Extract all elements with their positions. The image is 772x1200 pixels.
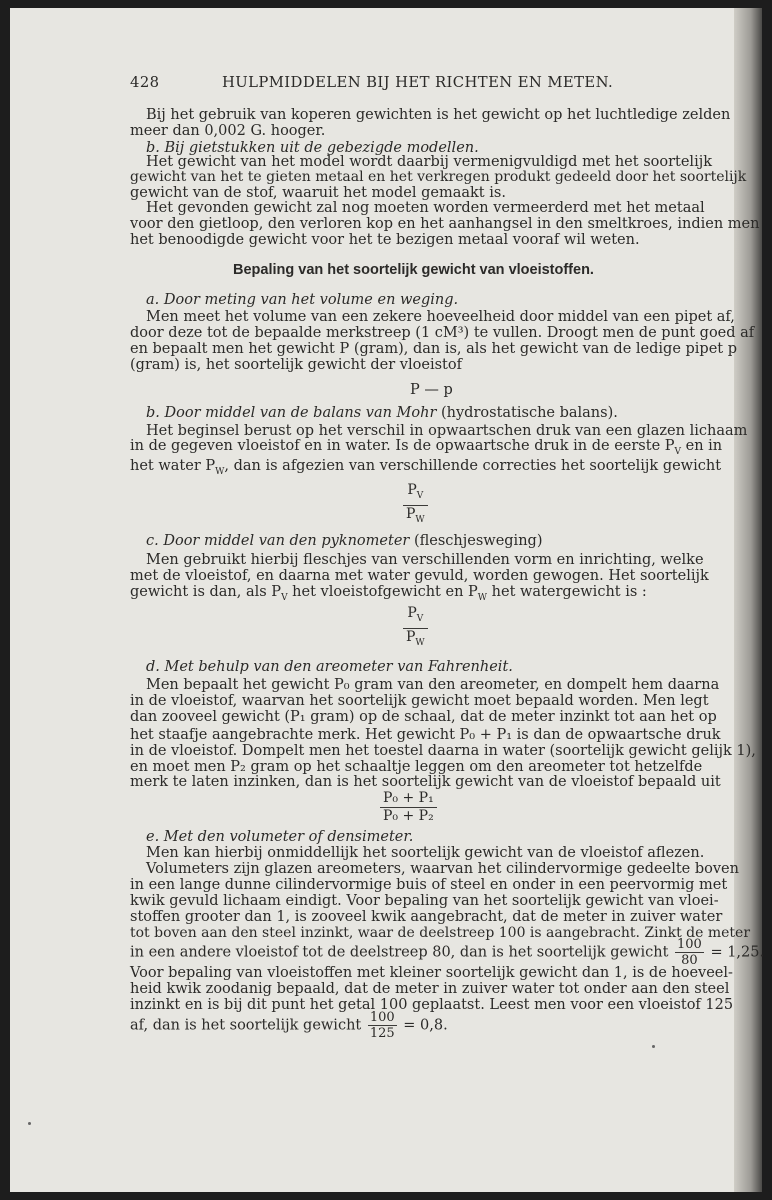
body-line: Het gevonden gewicht zal nog moeten worden vermeerderd met het metaal bbox=[146, 200, 705, 216]
body-line: meer dan 0,002 G. hooger. bbox=[130, 123, 326, 139]
body-line: Bij het gebruik van koperen gewichten is het gewicht op het luchtledige zelden bbox=[146, 107, 731, 123]
body-text: in de gegeven vloeistof en in water. Is de opwaartsche druk in de eerste P bbox=[130, 438, 675, 454]
fraction-d bbox=[380, 790, 437, 825]
running-head: HULPMIDDELEN BIJ HET RICHTEN EN METEN. bbox=[222, 74, 614, 91]
print-speck bbox=[28, 1122, 31, 1125]
subheading-b: b. Bij gietstukken uit de gebezigde modellen. bbox=[146, 140, 479, 156]
body-line: dan zooveel gewicht (P₁ gram) op de schaal, dat de meter inzinkt tot aan het op bbox=[130, 709, 717, 725]
body-line: Men bepaalt het gewicht P₀ gram van den areometer, en dompelt hem daarna bbox=[146, 677, 720, 693]
body-line: in een lange dunne cilindervormige buis of steel en onder in een peervormig met bbox=[130, 877, 728, 893]
equation-result: = 1,25. bbox=[710, 944, 765, 961]
body-text: en in bbox=[681, 438, 723, 454]
body-line bbox=[130, 438, 722, 460]
body-text: het water P bbox=[130, 458, 216, 474]
body-line: stoffen grooter dan 1, is zooveel kwik aangebracht, dat de meter in zuiver water bbox=[130, 909, 723, 925]
body-line: Men gebruikt hierbij fleschjes van verschillenden vorm en inrichting, welke bbox=[146, 552, 704, 568]
print-speck bbox=[652, 1045, 655, 1048]
body-line: gewicht van het te gieten metaal en het verkregen produkt gedeeld door het soortelijk bbox=[130, 169, 747, 185]
body-text: af, dan is het soortelijk gewicht bbox=[130, 1017, 362, 1034]
body-line: en bepaalt men het gewicht P (gram), dan is, als het gewicht van de ledige pipet p bbox=[130, 341, 738, 357]
body-line: Men kan hierbij onmiddellijk het soortelijk gewicht van de vloeistof aflezen. bbox=[146, 845, 705, 861]
body-line bbox=[130, 458, 721, 480]
fraction-denominator: $P_W$ bbox=[403, 505, 428, 529]
body-line: Volumeters zijn glazen areometers, waarvan het cilindervormige gedeelte boven bbox=[146, 861, 739, 877]
section-title: Bepaling van het soortelijk gewicht van vloeistoffen. bbox=[233, 262, 594, 278]
body-line: in de vloeistof, waarvan het soortelijk gewicht moet bepaald worden. Men legt bbox=[130, 693, 709, 709]
fraction-c bbox=[403, 605, 428, 652]
body-line: merk te laten inzinken, dan is het soortelijk gewicht van de vloeistof bepaald uit bbox=[130, 774, 721, 790]
inline-fraction: $\frac{100}{125}$ bbox=[369, 1010, 395, 1041]
body-text: , dan is afgezien van verschillende correcties het soortelijk gewicht bbox=[224, 458, 722, 474]
body-line: voor den gietloop, den verloren kop en het aanhangsel in den smeltkroes, indien men bbox=[130, 216, 760, 232]
body-line: met de vloeistof, en daarna met water gevuld, worden gewogen. Het soortelijk bbox=[130, 568, 709, 584]
body-line: door deze tot de bepaalde merkstreep (1 cM³) te vullen. Droogt men de punt goed af bbox=[130, 325, 755, 341]
fraction-numerator: $P_V$ bbox=[407, 605, 424, 624]
subscript: W bbox=[215, 466, 225, 477]
body-line: Het gewicht van het model wordt daarbij vermenigvuldigd met het soortelijk bbox=[146, 154, 712, 170]
body-line: Voor bepaling van vloeistoffen met kleiner soortelijk gewicht dan 1, is de hoeveel- bbox=[130, 965, 733, 981]
body-line: kwik gevuld lichaam eindigt. Voor bepaling van het soortelijk gewicht van vloei- bbox=[130, 893, 719, 909]
formula-a: P — p bbox=[410, 382, 453, 398]
fraction-denominator: $P_W$ bbox=[403, 628, 428, 652]
body-line: tot boven aan den steel inzinkt, waar de deelstreep 100 is aangebracht. Zinkt de meter bbox=[130, 925, 751, 941]
body-line: gewicht van de stof, waaruit het model gemaakt is. bbox=[130, 185, 506, 201]
subheading-b-mohr-title: b. Door middel van de balans van Mohr bbox=[146, 405, 437, 421]
fraction-denominator: P₀ + P₂ bbox=[380, 807, 437, 825]
body-line: gewicht is dan, als $P_V$ het vloeistofgewicht en $P_W$ het watergewicht is : bbox=[130, 584, 647, 603]
body-line: Het beginsel berust op het verschil in opwaartschen druk van een glazen lichaam bbox=[146, 423, 748, 439]
body-line: (gram) is, het soortelijk gewicht der vloeistof bbox=[130, 357, 462, 373]
equation-line bbox=[130, 937, 764, 968]
subheading-c-note: (fleschjesweging) bbox=[409, 533, 543, 549]
book-spine bbox=[734, 8, 762, 1192]
body-line: Men meet het volume van een zekere hoeveelheid door middel van een pipet af, bbox=[146, 309, 735, 325]
body-line: inzinkt en is bij dit punt het getal 100 geplaatst. Leest men voor een vloeistof 125 bbox=[130, 997, 734, 1013]
equation-result: = 0,8. bbox=[403, 1017, 448, 1034]
fraction-numerator: $P_V$ bbox=[407, 482, 424, 501]
body-line: in de vloeistof. Dompelt men het toestel daarna in water (soortelijk gewicht gelijk 1), bbox=[130, 743, 756, 759]
body-text: in een andere vloeistof tot de deelstreep 80, dan is het soortelijk gewicht bbox=[130, 944, 669, 961]
subheading-c bbox=[146, 533, 542, 549]
fraction-numerator: P₀ + P₁ bbox=[383, 790, 434, 806]
subheading-c-title: c. Door middel van den pyknometer bbox=[146, 533, 410, 549]
subheading-e: e. Met den volumeter of densimeter. bbox=[146, 829, 414, 845]
inline-fraction: $\frac{100}{80}$ bbox=[677, 937, 702, 968]
body-line: heid kwik zoodanig bepaald, dat de meter in zuiver water tot onder aan den steel bbox=[130, 981, 730, 997]
subheading-b-mohr bbox=[146, 405, 618, 421]
subheading-d: d. Met behulp van den areometer van Fahrenheit. bbox=[146, 659, 513, 675]
equation-line bbox=[130, 1010, 448, 1041]
body-line: het benoodigde gewicht voor het te bezigen metaal vooraf wil weten. bbox=[130, 232, 640, 248]
subscript: V bbox=[674, 446, 682, 457]
subheading-b-mohr-note: (hydrostatische balans). bbox=[436, 405, 618, 421]
body-line: en moet men P₂ gram op het schaaltje leggen om den areometer tot hetzelfde bbox=[130, 759, 703, 775]
body-line: het staafje aangebrachte merk. Het gewicht P₀ + P₁ is dan de opwaartsche druk bbox=[130, 727, 721, 743]
page-number: 428 bbox=[130, 74, 160, 91]
subheading-a: a. Door meting van het volume en weging. bbox=[146, 292, 459, 308]
fraction-b bbox=[403, 482, 428, 529]
